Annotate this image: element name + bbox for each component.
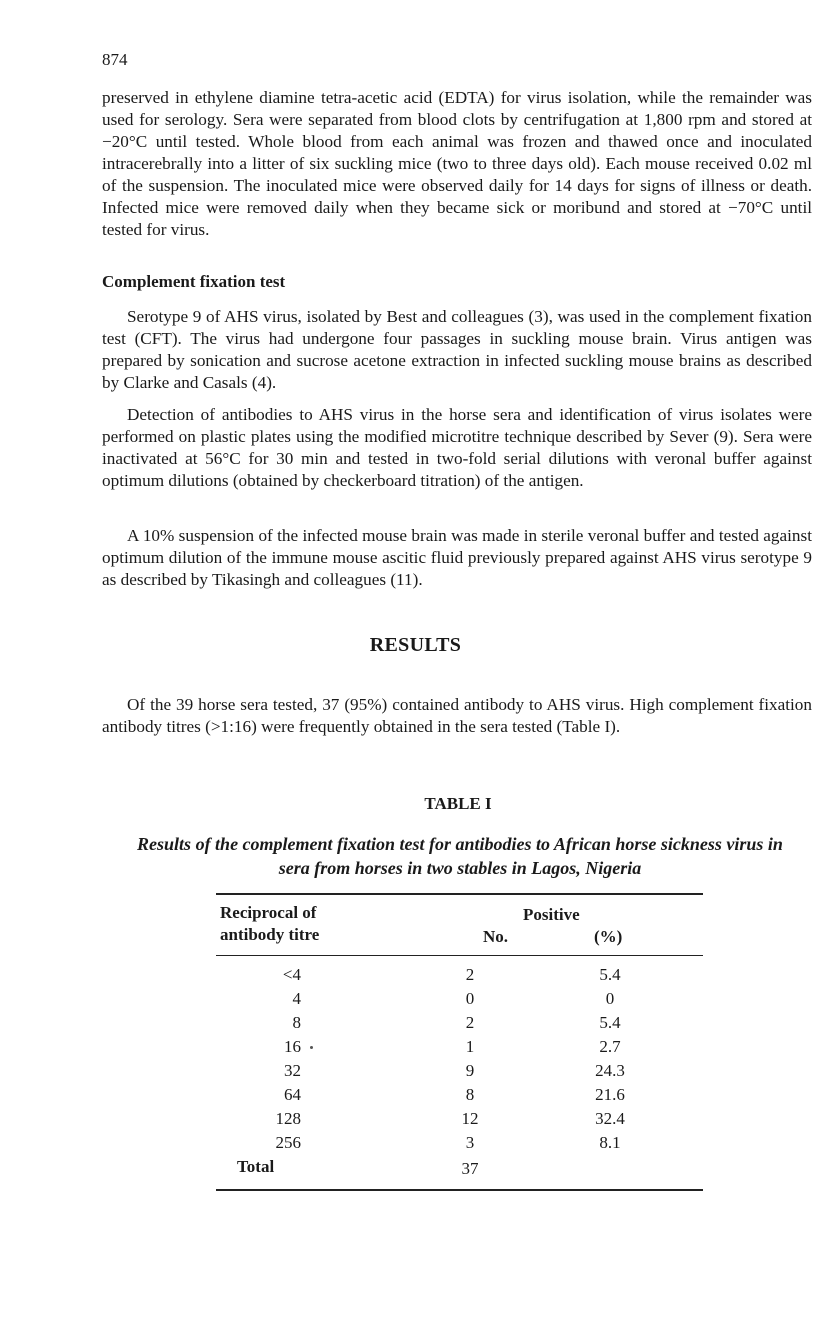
paragraph-serotype: Serotype 9 of AHS virus, isolated by Best and colleagues (3), was used in the complement fixation test (CFT). The virus had undergone four passages in suckling mouse brain. Virus antigen was prepared by sonication and sucrose acetone extraction in infected suckling mouse brains as described by Clarke and Casals (4).: [102, 307, 812, 392]
cell-pct: 32.4: [595, 1109, 625, 1128]
cell-titre: 8: [292, 1013, 301, 1032]
header-positive: Positive: [523, 905, 580, 924]
cell-total-label: Total: [237, 1157, 275, 1176]
cell-no: 1: [465, 1037, 475, 1056]
cell-no: 3: [465, 1133, 475, 1152]
table-label: TABLE I: [424, 794, 492, 813]
cell-titre: <4: [282, 965, 301, 984]
section-heading-cft: Complement fixation test: [102, 272, 286, 291]
header-titre-line2: antibody titre: [220, 925, 320, 944]
table-caption: Results of the complement fixation test for antibodies to African horse sickness virus in sera from horses in two stables in Lagos, Nigeria: [137, 834, 783, 878]
cell-pct: 24.3: [595, 1061, 625, 1080]
table-bottom-rule: [216, 1189, 703, 1191]
cell-pct: 8.1: [599, 1133, 621, 1152]
cell-no: 2: [465, 1013, 475, 1032]
header-pct: (%): [594, 927, 623, 946]
cell-titre: 16: [284, 1037, 301, 1056]
cell-titre: 256: [275, 1133, 301, 1152]
scan-speck: [310, 1046, 313, 1049]
cell-pct: 0: [605, 989, 615, 1008]
table-top-rule: [216, 893, 703, 895]
cell-pct: 2.7: [599, 1037, 621, 1056]
cell-pct: 5.4: [599, 965, 621, 984]
cell-titre: 4: [292, 989, 301, 1008]
cell-no: 8: [465, 1085, 475, 1104]
paragraph-suspension: A 10% suspension of the infected mouse brain was made in sterile veronal buffer and tested against optimum dilution of the immune mouse ascitic fluid previously prepared against AHS virus serotype 9 as described by Tikasingh and colleagues (11).: [102, 526, 812, 589]
cell-pct: 5.4: [599, 1013, 621, 1032]
paragraph-results: Of the 39 horse sera tested, 37 (95%) contained antibody to AHS virus. High complement fixation antibody titres (>1:16) were frequently obtained in the sera tested (Table I).: [102, 695, 812, 736]
page-number: 874: [102, 50, 128, 69]
cell-pct: 21.6: [595, 1085, 625, 1104]
cell-no: 0: [465, 989, 475, 1008]
cell-titre: 32: [284, 1061, 301, 1080]
cell-no: 9: [465, 1061, 475, 1080]
cell-total-no: 37: [461, 1159, 479, 1178]
header-no: No.: [483, 927, 509, 946]
table-header-rule: [216, 955, 703, 956]
header-titre-line1: Reciprocal of: [220, 903, 317, 922]
cell-no: 12: [461, 1109, 479, 1128]
cell-no: 2: [465, 965, 475, 984]
paragraph-detection: Detection of antibodies to AHS virus in the horse sera and identification of virus isolates were performed on plastic plates using the modified microtitre technique described by Sever (9). Sera were inactivated at 56°C for 30 min and tested in two-fold serial dilutions with veronal buffer against optimum dilutions (obtained by checkerboard titration) of the antigen.: [102, 405, 812, 490]
cell-titre: 64: [284, 1085, 301, 1104]
cell-titre: 128: [275, 1109, 301, 1128]
paragraph-methods-continued: preserved in ethylene diamine tetra-acetic acid (EDTA) for virus isolation, while the remainder was used for serology. Sera were separated from blood clots by centrifugation at 1,800 rpm and stored at −20°C until tested. Whole blood from each animal was frozen and thawed once and inoculated intracerebrally into a litter of six suckling mice (two to three days old). Each mouse received 0.02 ml of the suspension. The inoculated mice were observed daily for 14 days for signs of illness or death. Infected mice were removed daily when they became sick or moribund and stored at −70°C until tested for virus.: [102, 88, 812, 239]
results-heading: RESULTS: [369, 634, 462, 656]
